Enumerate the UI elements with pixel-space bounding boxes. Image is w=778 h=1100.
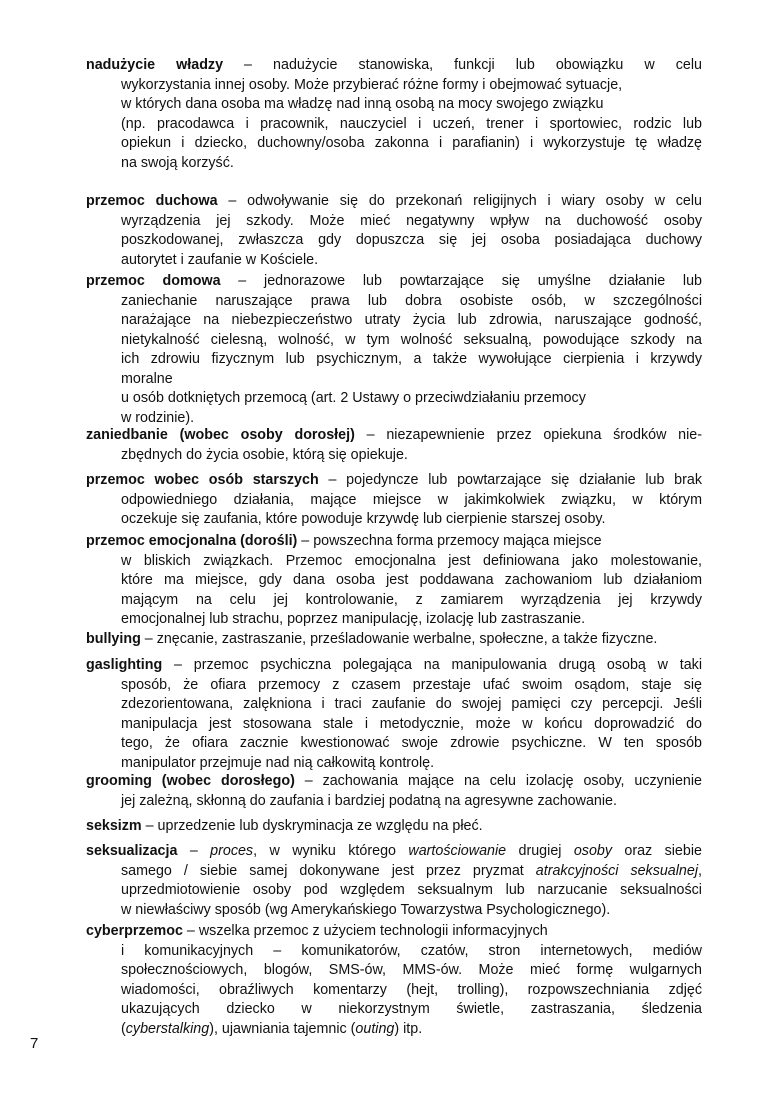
entry-text: na swoją korzyść.: [121, 154, 234, 171]
entry-text: w rodzinie).: [121, 409, 195, 426]
entry-text: narażające na niebezpieczeństwo utraty życia lub zdrowia, naruszające godność,: [121, 312, 702, 328]
entry-term: gaslighting: [86, 657, 163, 673]
entry-text: i komunikacyjnych – komunikatorów, czatów, stron internetowych, mediów: [121, 942, 702, 959]
entry-text: – zachowania mające na celu izolację osoby, uczynienie: [294, 773, 702, 789]
entry-text: – wszelka przemoc z użyciem technologii informacyjnych: [182, 923, 548, 939]
entry-term: nadużycie władzy: [86, 57, 224, 73]
entry-text: (cyberstalking), ujawniania tajemnic (outing) itp.: [121, 1020, 423, 1037]
entry-text: – niezapewnienie przez opiekuna środków nie-: [354, 427, 702, 443]
glossary-entry: [86, 56, 702, 173]
entry-text: – pojedyncze lub powtarzające się działanie lub brak: [318, 472, 702, 488]
entry-text: w niewłaściwy sposób (wg Amerykańskiego Towarzystwa Psychologicznego).: [121, 901, 611, 918]
entry-text: zbędnych do życia osobie, którą się opiekuje.: [121, 446, 408, 463]
glossary-entry: [86, 426, 702, 465]
entry-text: – nadużycie stanowiska, funkcji lub obowiązku w celu: [223, 57, 702, 73]
entry-text: – znęcanie, zastraszanie, prześladowanie werbalne, społeczne, a także fizyczne.: [140, 631, 658, 647]
glossary-entry: [86, 922, 702, 1039]
entry-text: jej zależną, skłonną do zaufania i bardziej podatną na agresywne zachowanie.: [121, 792, 617, 809]
entry-text: nietykalność cielesną, wolność, w tym wolność seksualną, powodujące szkody na: [121, 331, 702, 348]
page-number: 7: [30, 1035, 39, 1052]
glossary-entry: [86, 817, 702, 837]
glossary-entry: [86, 842, 702, 920]
entry-text: wyrządzenia jej szkody. Może mieć negatywny wpływ na duchowość osoby: [121, 212, 702, 229]
entry-term: przemoc duchowa: [86, 193, 218, 209]
entry-term: bullying: [86, 631, 141, 647]
glossary-entry: [86, 471, 702, 530]
entry-text: zaniechanie naruszające prawa lub dobra osobiste osób, w szczególności: [121, 292, 702, 309]
entry-term: seksualizacja: [86, 843, 178, 859]
entry-term: przemoc wobec osób starszych: [86, 472, 319, 488]
entry-term: grooming (wobec dorosłego): [86, 773, 295, 789]
entry-text: u osób dotkniętych przemocą (art. 2 Ustawy o przeciwdziałaniu przemocy: [121, 390, 586, 406]
entry-text: moralne: [121, 370, 173, 387]
entry-text: uprzedmiotowienie osoby pod względem seksualnym lub narzucanie seksualności: [121, 882, 702, 898]
entry-text: sposób, że ofiara przemocy z czasem przestaje ufać swoim osądom, staje się: [121, 676, 702, 693]
entry-text: tego, że ofiara zacznie kwestionować swoje zdrowie psychiczne. W ten sposób: [121, 735, 702, 751]
glossary-entry: [86, 272, 702, 428]
glossary-entry: [86, 532, 702, 630]
entry-term: przemoc emocjonalna (dorośli): [86, 533, 298, 549]
entry-term: przemoc domowa: [86, 273, 221, 289]
entry-text: manipulator przejmuje nad nią całkowitą kontrolę.: [121, 754, 435, 771]
entry-term: seksizm: [86, 818, 142, 834]
entry-text: ich zdrowiu fizycznym lub psychicznym, a także wywołujące cierpienia i krzywdy: [121, 351, 702, 367]
entry-text: samego / siebie samej dokonywane jest przez pryzmat atrakcyjności seksualnej,: [121, 862, 702, 879]
entry-text: w których dana osoba ma władzę nad inną osobą na mocy swojego związku: [121, 96, 604, 112]
entry-text: autorytet i zaufanie w Kościele.: [121, 251, 319, 268]
entry-text: mającym na celu jej kontrolowanie, z zamiarem wyrządzenia jej krzywdy: [121, 591, 702, 608]
entry-text: w bliskich związkach. Przemoc emocjonalna jest definiowana jako molestowanie,: [121, 552, 702, 569]
entry-text: oczekuje się zaufania, które powoduje krzywdę lub cierpienie starszej osoby.: [121, 511, 606, 527]
glossary-entry: [86, 656, 702, 773]
entry-text: (np. pracodawca i pracownik, nauczyciel i uczeń, trener i sportowiec, rodzic lub: [121, 115, 702, 132]
entry-term: cyberprzemoc: [86, 923, 183, 939]
entry-text: manipulacja jest stosowana stale i metodycznie, może w końcu doprowadzić do: [121, 715, 702, 732]
entry-text: – przemoc psychiczna polegająca na manipulowania drugą osobą w taki: [162, 657, 702, 673]
entry-text: – jednorazowe lub powtarzające się umyślne działanie lub: [220, 273, 703, 289]
entry-text: – powszechna forma przemocy mająca miejsce: [297, 533, 602, 549]
glossary-entry: [86, 630, 702, 650]
entry-text: które ma miejsce, gdy dana osoba jest poddawana zachowaniom lub działaniom: [121, 572, 702, 588]
entry-text: opiekun i dziecko, duchowny/osoba zakonna i parafianin) i wykorzystuje tę władzę: [121, 135, 702, 151]
glossary-entry: [86, 192, 702, 270]
entry-text: ukazujących dziecko w niekorzystnym świetle, zastraszania, śledzenia: [121, 1001, 702, 1017]
entry-text: – proces, w wyniku którego wartościowanie drugiej osoby oraz siebie: [177, 843, 702, 859]
glossary-entry: [86, 772, 702, 811]
entry-text: wiadomości, obraźliwych komentarzy (hejt, trolling), rozpowszechniania zdjęć: [121, 981, 702, 998]
entry-text: wykorzystania innej osoby. Może przybierać różne formy i obejmować sytuacje,: [121, 76, 623, 93]
entry-text: emocjonalnej lub strachu, poprzez manipulację, izolację lub zastraszanie.: [121, 611, 586, 627]
entry-text: odpowiedniego działania, mające miejsce w jakimkolwiek związku, w którym: [121, 491, 702, 508]
entry-text: – uprzedzenie lub dyskryminacja ze względu na płeć.: [141, 818, 483, 834]
entry-text: społecznościowych, blogów, SMS-ów, MMS-ów. Może mieć formę wulgarnych: [121, 962, 702, 978]
entry-text: zdezorientowana, zalękniona i traci zaufanie do swojej pamięci czy percepcji. Jeśli: [121, 696, 702, 712]
entry-text: – odwoływanie się do przekonań religijnych i wiary osoby w celu: [217, 193, 702, 209]
entry-text: poszkodowanej, zwłaszcza gdy dopuszcza się jej osoba posiadająca duchowy: [121, 232, 702, 248]
entry-term: zaniedbanie (wobec osoby dorosłej): [86, 427, 355, 443]
